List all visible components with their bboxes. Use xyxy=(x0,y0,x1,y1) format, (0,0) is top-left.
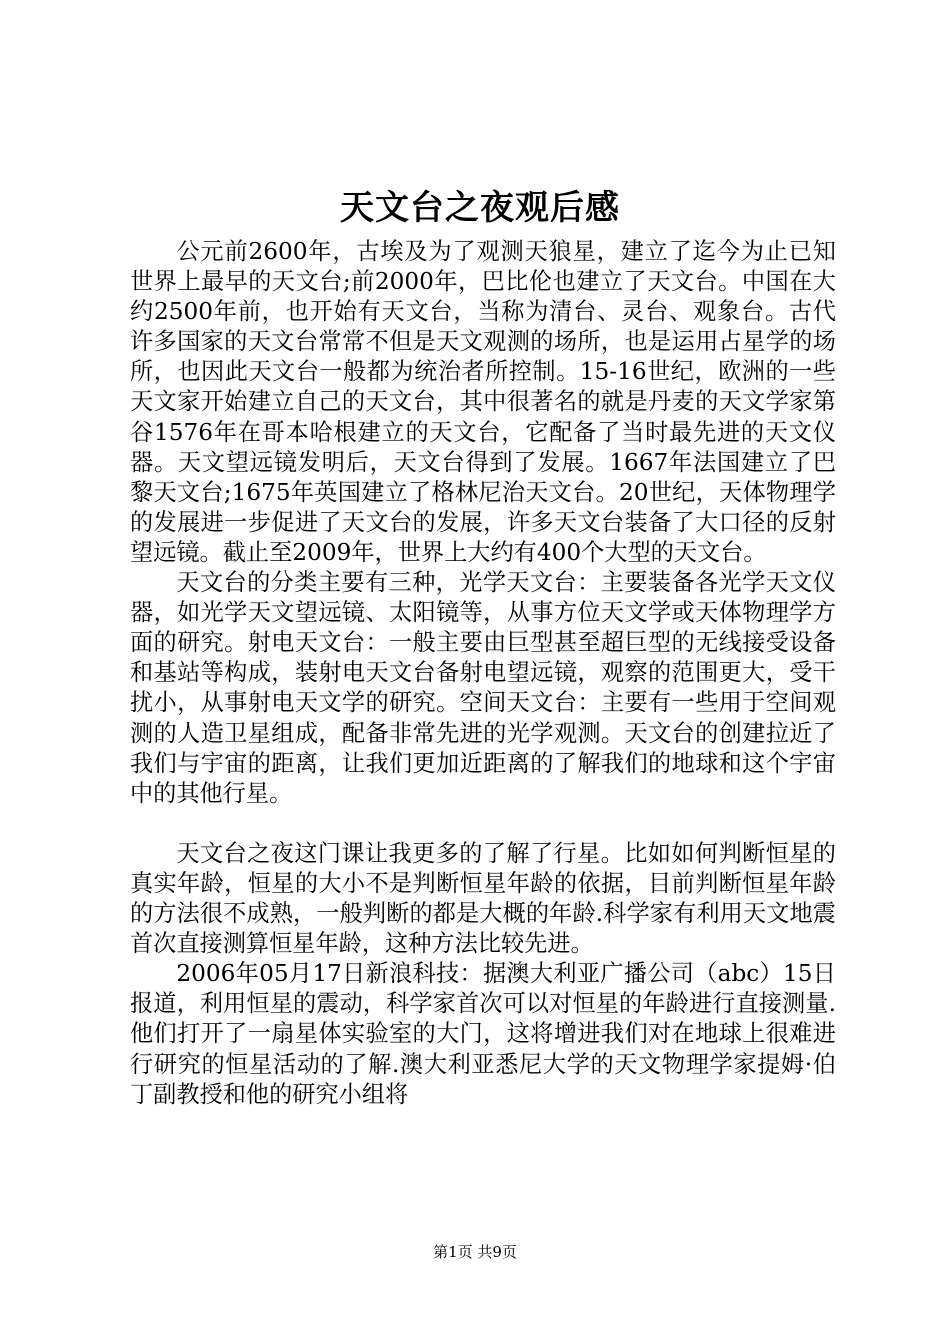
paragraph-spacer xyxy=(130,809,836,839)
document-body xyxy=(130,237,836,1110)
page-number-footer: 第1页 共9页 xyxy=(433,1243,517,1261)
paragraph-news-excerpt: 2006年05月17日新浪科技：据澳大利亚广播公司（abc）15日报道，利用恒星的震动，科学家首次可以对恒星的年龄进行直接测量.他们打开了一扇星体实验室的大门，这将增进我们对在地球上很难进行研究的恒星活动的了解.澳大利亚悉尼大学的天文物理学家提姆·伯丁副教授和他的研究小组将 xyxy=(130,960,836,1108)
paragraph-course-reflection: 天文台之夜这门课让我更多的了解了行星。比如如何判断恒星的真实年龄，恒星的大小不是判断恒星年龄的依据，目前判断恒星年龄的方法很不成熟，一般判断的都是大概的年龄.科学家有利用天文地震首次直接测算恒星年龄，这种方法比较先进。 xyxy=(130,839,836,958)
page-title: 天文台之夜观后感 xyxy=(340,188,620,228)
paragraph-history: 公元前2600年，古埃及为了观测天狼星，建立了迄今为止已知世界上最早的天文台;前2000年，巴比伦也建立了天文台。中国在大约2500年前，也开始有天文台，当称为清台、灵台、观象台。古代许多国家的天文台常常不但是天文观测的场所，也是运用占星学的场所，也因此天文台一般都为统治者所控制。15-16世纪，欧洲的一些天文家开始建立自己的天文台，其中很著名的就是丹麦的天文学家第谷1576年在哥本哈根建立的天文台，它配备了当时最先进的天文仪器。天文望远镜发明后，天文台得到了发展。1667年法国建立了巴黎天文台;1675年英国建立了格林尼治天文台。20世纪，天体物理学的发展进一步促进了天文台的发展，许多天文台装备了大口径的反射望远镜。截止至2009年，世界上大约有400个大型的天文台。 xyxy=(130,238,836,566)
paragraph-classification: 天文台的分类主要有三种，光学天文台：主要装备各光学天文仪器，如光学天文望远镜、太阳镜等，从事方位天文学或天体物理学方面的研究。射电天文台：一般主要由巨型甚至超巨型的无线接受设备和基站等构成，装射电天文台备射电望远镜，观察的范围更大，受干扰小，从事射电天文学的研究。空间天文台：主要有一些用于空间观测的人造卫星组成，配备非常先进的光学观测。天文台的创建拉近了我们与宇宙的距离，让我们更加近距离的了解我们的地球和这个宇宙中的其他行星。 xyxy=(130,569,836,807)
